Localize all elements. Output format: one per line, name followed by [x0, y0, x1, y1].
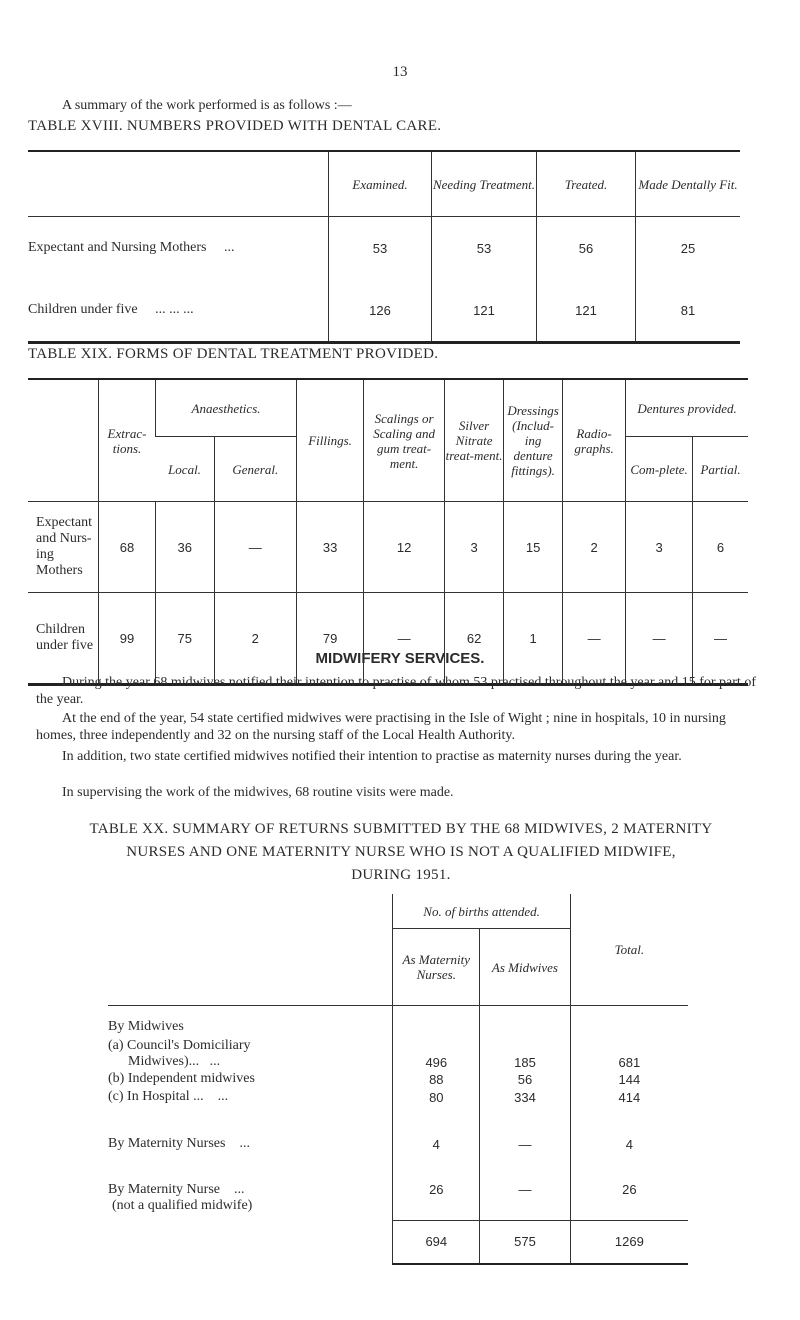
table20-cell: 496	[393, 1038, 480, 1070]
midwifery-paragraph: In addition, two state certified midwives notified their intention to practise as maternity nurses during the year.	[62, 749, 682, 764]
table19-header-local: Local.	[156, 437, 215, 502]
table19-cell: 3	[445, 502, 504, 593]
table20-header-midwives: As Midwives	[480, 929, 571, 1006]
midwifery-paragraph: In supervising the work of the midwives, 68 routine visits were made.	[62, 785, 454, 800]
table19-header-general: General.	[214, 437, 297, 502]
table20-title	[26, 818, 776, 887]
table19-cell: 68	[99, 502, 156, 593]
table20-cell: 4	[393, 1106, 480, 1152]
table18-header-examined: Examined.	[329, 151, 432, 217]
table20-cell: 681	[570, 1038, 688, 1070]
table19-header-anaesthetics: Anaesthetics.	[156, 379, 297, 437]
table19-row-label: Children under five	[28, 593, 99, 685]
table20-cell: 80	[393, 1088, 480, 1106]
table18-cell: 25	[636, 217, 741, 280]
intro-text: A summary of the work performed is as follows :—	[62, 98, 352, 113]
table19-cell: —	[563, 593, 626, 685]
table19-title: TABLE XIX. FORMS OF DENTAL TREATMENT PROVIDED.	[28, 346, 439, 362]
table18-cell: 126	[329, 279, 432, 343]
table20-title-line2: NURSES AND ONE MATERNITY NURSE WHO IS NOT A QUALIFIED MIDWIFE,	[126, 844, 676, 860]
table19-cell: 2	[214, 593, 297, 685]
table19-header-extractions: Extrac-tions.	[99, 379, 156, 502]
table18-header-needing: Needing Treatment.	[432, 151, 537, 217]
table20-row-label: (a) Council's Domiciliary Midwives)... ...	[108, 1038, 251, 1069]
table19-cell: 79	[297, 593, 364, 685]
table18-title: TABLE XVIII. NUMBERS PROVIDED WITH DENTAL CARE.	[28, 118, 442, 134]
table19-header-scalings: Scalings or Scaling and gum treat-ment.	[364, 379, 445, 502]
table19-cell: 3	[626, 502, 693, 593]
table19-header-complete: Com-plete.	[626, 437, 693, 502]
table20-cell: 88	[393, 1070, 480, 1088]
table19-cell: 75	[156, 593, 215, 685]
table20-row-label: By Maternity Nurses ...	[108, 1136, 250, 1151]
table18-cell: 121	[537, 279, 636, 343]
table19-header-partial: Partial.	[693, 437, 748, 502]
table20-cell: 414	[570, 1088, 688, 1106]
table18-cell: 56	[537, 217, 636, 280]
table20-title-line1: TABLE XX. SUMMARY OF RETURNS SUBMITTED BY THE 68 MIDWIVES, 2 MATERNITY	[89, 821, 713, 837]
midwifery-title: MIDWIFERY SERVICES.	[315, 650, 485, 667]
table19-header-silver-nitrate: Silver Nitrate treat-ment.	[445, 379, 504, 502]
table19	[28, 378, 748, 686]
table19-cell: 12	[364, 502, 445, 593]
table20-group-label: By Midwives	[108, 1006, 393, 1039]
table19-cell: —	[214, 502, 297, 593]
midwifery-paragraph: At the end of the year, 54 state certified midwives were practising in the Isle of Wight ; nine in hospitals, 10 in nursing homes, three independently and 32 on the nursing staff of the Local Health Authority.	[36, 711, 726, 743]
table19-header-dressings: Dressings (Includ-ing denture fittings).	[504, 379, 563, 502]
table18-header-treated: Treated.	[537, 151, 636, 217]
table20-cell: 26	[570, 1152, 688, 1220]
table19-header-fillings: Fillings.	[297, 379, 364, 502]
table20-cell	[393, 1006, 480, 1039]
table18	[28, 150, 740, 344]
table19-cell: 6	[693, 502, 748, 593]
table20-cell: 26	[393, 1152, 480, 1220]
table20-header-births: No. of births attended.	[393, 894, 570, 929]
table19-header-radiographs: Radio-graphs.	[563, 379, 626, 502]
table20-cell: —	[480, 1152, 571, 1220]
table20-total-cell: 1269	[570, 1220, 688, 1264]
table20-total-label	[108, 1220, 393, 1264]
table18-corner	[28, 151, 329, 217]
table19-cell: 36	[156, 502, 215, 593]
table18-cell: 53	[432, 217, 537, 280]
table20-header-total: Total.	[570, 894, 688, 1006]
table20-row-label: (b) Independent midwives	[108, 1071, 255, 1086]
table19-cell: 33	[297, 502, 364, 593]
table20-cell	[570, 1006, 688, 1039]
midwifery-paragraph: During the year 68 midwives notified their intention to practise of whom 53 practised throughout the year and 15 for part of the year.	[36, 675, 756, 707]
table19-cell: 1	[504, 593, 563, 685]
table19-cell: —	[364, 593, 445, 685]
table20-row-label: (c) In Hospital ... ...	[108, 1089, 229, 1104]
table20-cell: —	[480, 1106, 571, 1152]
table20-total-cell: 694	[393, 1220, 480, 1264]
table20-total-cell: 575	[480, 1220, 571, 1264]
table19-header-dentures: Dentures provided.	[626, 379, 748, 437]
table19-row-label: Expectant and Nurs-ing Mothers	[28, 502, 99, 593]
table20-row-label: By Maternity Nurse ... (not a qualified midwife)	[108, 1182, 253, 1213]
table18-row-label: Expectant and Nursing Mothers ...	[28, 240, 235, 255]
table20-cell: 4	[570, 1106, 688, 1152]
table19-cell: —	[626, 593, 693, 685]
table19-cell: 99	[99, 593, 156, 685]
table20	[108, 894, 688, 1265]
table19-cell: 15	[504, 502, 563, 593]
page-number: 13	[392, 64, 408, 80]
table20-cell: 185	[480, 1038, 571, 1070]
table18-cell: 121	[432, 279, 537, 343]
table19-corner	[28, 379, 99, 502]
table20-cell	[480, 1006, 571, 1039]
table18-header-made-fit: Made Dentally Fit.	[636, 151, 741, 217]
table18-cell: 81	[636, 279, 741, 343]
table20-corner	[108, 894, 393, 1006]
table19-cell: —	[693, 593, 748, 685]
table19-cell: 2	[563, 502, 626, 593]
table20-cell: 56	[480, 1070, 571, 1088]
table19-cell: 62	[445, 593, 504, 685]
table20-cell: 144	[570, 1070, 688, 1088]
table20-cell: 334	[480, 1088, 571, 1106]
table18-row-label: Children under five ... ... ...	[28, 302, 194, 317]
table20-title-line3: DURING 1951.	[351, 867, 451, 883]
table18-cell: 53	[329, 217, 432, 280]
table20-header-maternity: As Maternity Nurses.	[393, 929, 480, 1006]
